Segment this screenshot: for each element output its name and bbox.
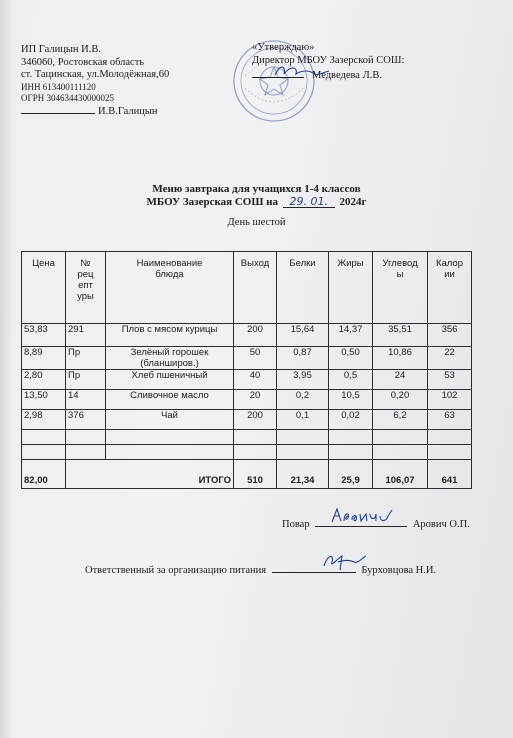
cell-carbs: 10,86 — [373, 347, 428, 370]
cell-protein: 0,87 — [277, 347, 329, 370]
cell-empty — [373, 445, 428, 460]
cell-empty — [329, 445, 373, 460]
issuer-name: ИП Галицын И.В. — [21, 44, 101, 55]
header-recipe: № рец епт уры — [66, 252, 106, 324]
cell-empty — [428, 430, 472, 445]
cell-empty — [106, 430, 234, 445]
cell-carbs: 24 — [373, 370, 428, 390]
total-calories: 641 — [428, 460, 472, 489]
cell-price: 53,83 — [22, 324, 66, 347]
cell-dish-name: Зелёный горошек (бланширов.) — [106, 347, 234, 370]
header-protein: Белки — [277, 252, 329, 324]
cell-yield: 50 — [234, 347, 277, 370]
cell-empty — [234, 430, 277, 445]
cell-recipe: 291 — [66, 324, 106, 347]
header-carbs: Углевод ы — [373, 252, 428, 324]
issuer-inn: ИНН 613400111120 — [21, 81, 96, 92]
issuer-signature-name: И.В.Галицын — [98, 105, 158, 117]
header-price: Цена — [22, 252, 66, 324]
cell-calories: 53 — [428, 370, 472, 390]
total-yield: 510 — [234, 460, 277, 489]
header-fat: Жиры — [329, 252, 373, 324]
cell-carbs: 0,20 — [373, 390, 428, 410]
cell-fat: 10,5 — [329, 390, 373, 410]
table-total-row — [22, 460, 472, 489]
cell-recipe: Пр — [66, 370, 106, 390]
total-protein: 21,34 — [277, 460, 329, 489]
table-row-empty — [22, 445, 472, 460]
cell-fat: 14,37 — [329, 324, 373, 347]
table-header-row — [22, 252, 472, 324]
cell-fat: 0,02 — [329, 410, 373, 430]
cell-price: 2,98 — [22, 410, 66, 430]
approval-position: Директор МБОУ Зазерской СОШ: — [252, 54, 405, 66]
issuer-address-1: 346060, Ростовская область — [21, 56, 145, 68]
cell-empty — [234, 445, 277, 460]
menu-school-date — [0, 195, 513, 209]
cell-carbs: 6,2 — [373, 410, 428, 430]
handwritten-date: 29. 01. — [283, 197, 335, 208]
cell-empty — [66, 445, 106, 460]
cell-empty — [428, 445, 472, 460]
issuer-signature-row — [21, 104, 251, 119]
issuer-signature-line — [21, 104, 95, 114]
cell-yield: 200 — [234, 324, 277, 347]
cell-empty — [22, 430, 66, 445]
responsible-handwritten-signature — [320, 550, 370, 572]
cell-calories: 102 — [428, 390, 472, 410]
cell-empty — [277, 430, 329, 445]
cell-recipe: Пр — [66, 347, 106, 370]
cook-name: Арович О.П. — [412, 519, 470, 530]
cell-protein: 15,64 — [277, 324, 329, 347]
cell-empty — [106, 445, 234, 460]
cell-protein: 3,95 — [277, 370, 329, 390]
cell-calories: 356 — [428, 324, 472, 347]
cell-price: 2,80 — [22, 370, 66, 390]
issuer-address-2: ст. Тацинская, ул.Молодёжная,60 — [21, 69, 170, 80]
total-price: 82,00 — [22, 460, 66, 489]
paper-shadow — [0, 0, 14, 738]
responsible-label: Ответственный за организацию питания — [85, 565, 267, 576]
table-row-empty — [22, 430, 472, 445]
cell-fat: 0,5 — [329, 370, 373, 390]
cell-recipe: 376 — [66, 410, 106, 430]
cell-dish-name: Плов с мясом курицы — [106, 324, 234, 347]
table-row — [22, 390, 472, 410]
cell-dish-name: Хлеб пшеничный — [106, 370, 234, 390]
cell-fat: 0,50 — [329, 347, 373, 370]
cook-label: Повар — [282, 519, 310, 530]
cell-price: 13,50 — [22, 390, 66, 410]
menu-table — [21, 251, 472, 489]
total-label: ИТОГО — [66, 460, 234, 489]
cell-calories: 63 — [428, 410, 472, 430]
menu-year: 2024г — [339, 196, 367, 208]
total-carbs: 106,07 — [373, 460, 428, 489]
cell-empty — [66, 430, 106, 445]
cell-protein: 0,2 — [277, 390, 329, 410]
approval-signature-name: Медведева Л.В. — [312, 70, 382, 81]
approval-heading: «Утверждаю» — [252, 42, 315, 53]
cell-empty — [329, 430, 373, 445]
header-calories: Калор ии — [428, 252, 472, 324]
cell-empty — [22, 445, 66, 460]
header-dish-name: Наименование блюда — [106, 252, 234, 324]
cell-empty — [277, 445, 329, 460]
cell-yield: 200 — [234, 410, 277, 430]
issuer-block — [21, 44, 251, 118]
responsible-name: Бурховцова Н.И. — [361, 565, 437, 576]
menu-school-label: МБОУ Зазерская СОШ на — [146, 196, 278, 208]
cell-calories: 22 — [428, 347, 472, 370]
cell-dish-name: Чай — [106, 410, 234, 430]
table-row — [22, 410, 472, 430]
cell-protein: 0,1 — [277, 410, 329, 430]
menu-day: День шестой — [227, 217, 286, 228]
table-row — [22, 347, 472, 370]
cell-empty — [373, 430, 428, 445]
cell-price: 8,89 — [22, 347, 66, 370]
total-fat: 25,9 — [329, 460, 373, 489]
table-row — [22, 324, 472, 347]
cell-carbs: 35,51 — [373, 324, 428, 347]
director-signature-scribble — [272, 62, 332, 80]
header-yield: Выход — [234, 252, 277, 324]
responsible-signature-row — [85, 562, 436, 576]
cell-yield: 20 — [234, 390, 277, 410]
menu-title: Меню завтрака для учащихся 1-4 классов — [152, 183, 361, 195]
cook-handwritten-signature — [328, 504, 396, 526]
cell-yield: 40 — [234, 370, 277, 390]
cell-dish-name: Сливочное масло — [106, 390, 234, 410]
table-row — [22, 370, 472, 390]
cell-recipe: 14 — [66, 390, 106, 410]
issuer-ogrn: ОГРН 304634430000025 — [21, 92, 114, 103]
